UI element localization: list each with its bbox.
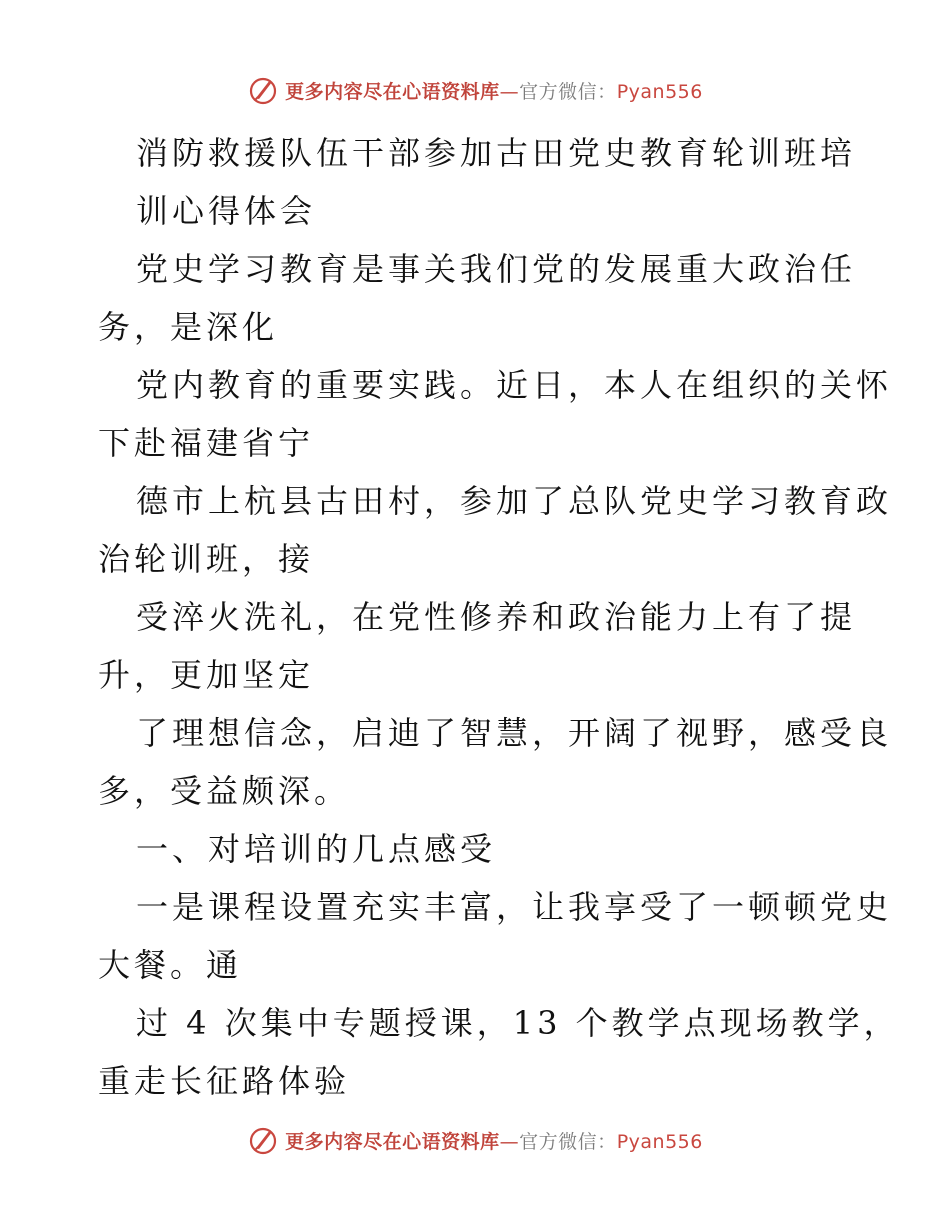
doc-paragraph-line: 重走长征路体验 [98,1062,351,1100]
doc-title-line-1: 消防救援队伍干部参加古田党史教育轮训班培 [136,134,857,172]
doc-section-heading: 一、对培训的几点感受 [136,830,497,868]
watermark-code: Pyan556 [616,1130,703,1153]
footer-watermark [0,1120,950,1160]
doc-paragraph-line: 下赴福建省宁 [98,424,315,462]
doc-paragraph-line: 德市上杭县古田村，参加了总队党史学习教育政 [136,482,893,520]
doc-paragraph-line: 治轮训班，接 [98,540,315,578]
watermark-text [285,77,703,104]
doc-paragraph-line: 过 4 次集中专题授课，13 个教学点现场教学， [136,1004,900,1042]
quill-pen-logo-icon [247,1124,279,1156]
watermark-separator: — [499,80,520,103]
doc-paragraph-line: 受淬火洗礼，在党性修养和政治能力上有了提 [136,598,857,636]
doc-paragraph-line: 党史学习教育是事关我们党的发展重大政治任 [136,250,857,288]
doc-paragraph-line: 务，是深化 [98,308,279,346]
doc-paragraph-line: 多，受益颇深。 [98,772,351,810]
doc-paragraph-line: 大餐。通 [98,946,243,984]
watermark-code: Pyan556 [616,80,703,103]
doc-paragraph-line: 一是课程设置充实丰富，让我享受了一顿顿党史 [136,888,893,926]
watermark-brand: 更多内容尽在心语资料库 [285,1130,500,1153]
watermark-label: 官方微信： [519,80,617,103]
doc-title-line-2: 训心得体会 [136,192,317,230]
watermark-brand: 更多内容尽在心语资料库 [285,80,500,103]
watermark-separator: — [499,1130,520,1153]
watermark-label: 官方微信： [519,1130,617,1153]
doc-paragraph-line: 了理想信念，启迪了智慧，开阔了视野，感受良 [136,714,893,752]
quill-pen-logo-icon [247,74,279,106]
doc-paragraph-line: 升，更加坚定 [98,656,315,694]
document-body [98,124,900,1110]
doc-paragraph-line: 党内教育的重要实践。近日，本人在组织的关怀 [136,366,893,404]
watermark-text [285,1127,703,1154]
header-watermark [0,70,950,110]
